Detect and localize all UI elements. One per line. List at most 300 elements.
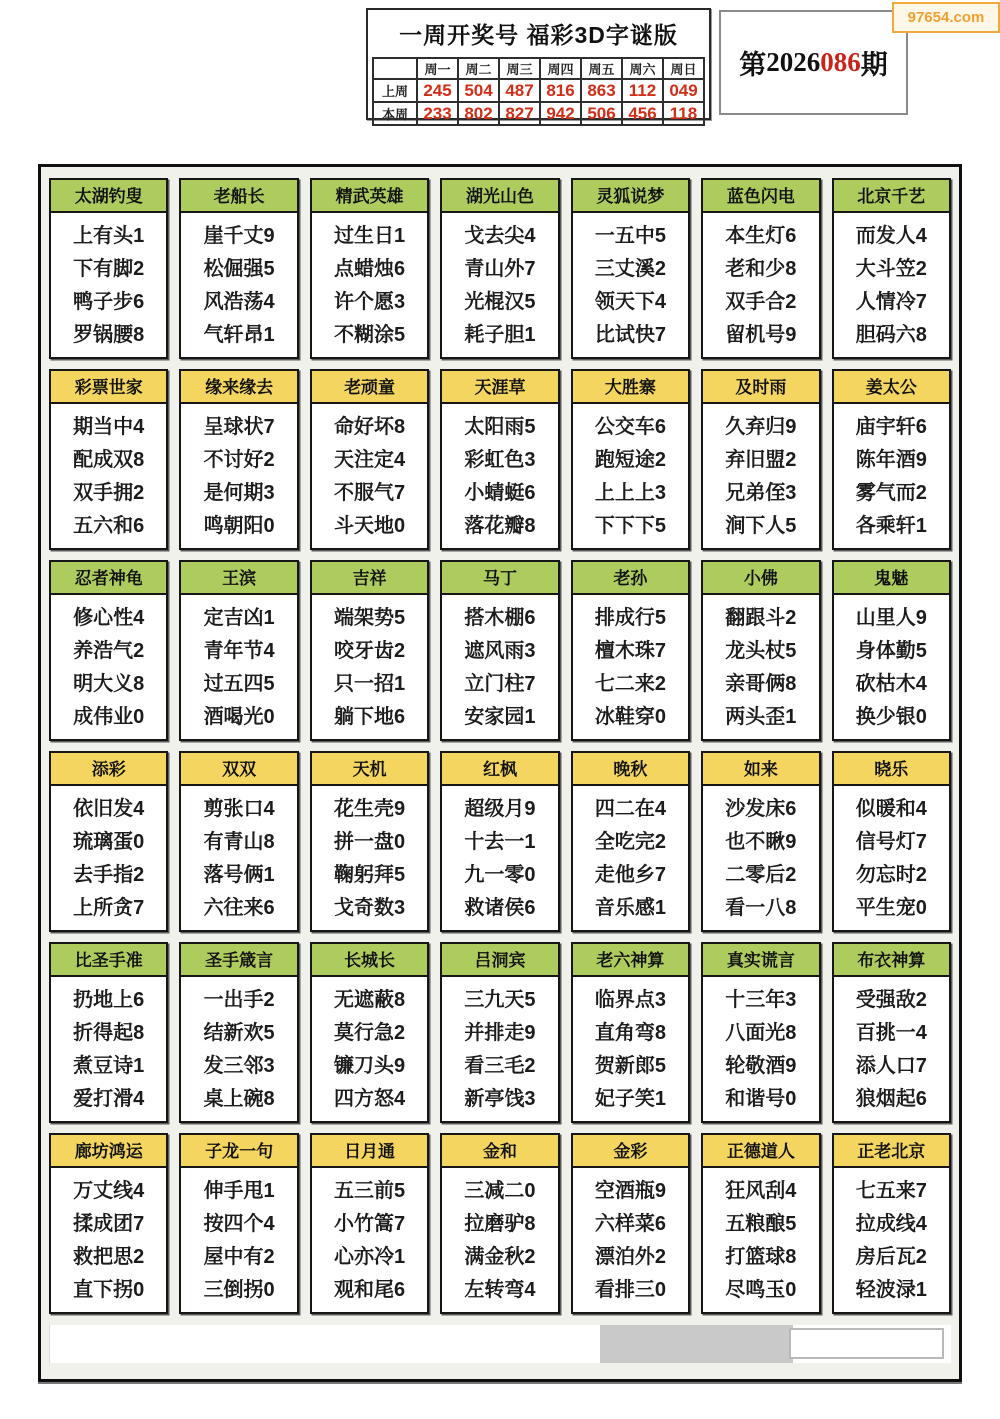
riddle-line: 看一八8 xyxy=(725,897,797,919)
riddle-card xyxy=(440,751,559,932)
riddle-line: 点蜡烛6 xyxy=(334,258,406,280)
draw-number: 233 xyxy=(417,102,458,125)
riddle-line: 鸭子步6 xyxy=(73,291,145,313)
riddle-line: 走他乡7 xyxy=(594,864,666,886)
riddle-line: 是何期3 xyxy=(203,482,275,504)
card-title: 吉祥 xyxy=(312,562,427,595)
riddle-line: 明大义8 xyxy=(73,673,145,695)
riddle-line: 呈球状7 xyxy=(203,416,275,438)
riddle-line: 临界点3 xyxy=(594,989,666,1011)
card-title: 老船长 xyxy=(181,180,296,213)
riddle-line: 青山外7 xyxy=(464,258,536,280)
riddle-card xyxy=(440,942,559,1123)
draw-number: 487 xyxy=(499,79,540,102)
footer-inset-box xyxy=(789,1328,944,1358)
riddle-line: 平生宠0 xyxy=(855,897,927,919)
riddle-line: 陈年酒9 xyxy=(855,449,927,471)
riddle-card xyxy=(49,751,168,932)
riddle-line: 不糊涂5 xyxy=(334,324,406,346)
riddle-line: 揉成团7 xyxy=(73,1213,145,1235)
card-lines xyxy=(181,404,296,543)
riddle-line: 比试快7 xyxy=(594,324,666,346)
riddle-line: 过生日1 xyxy=(334,225,406,247)
riddle-line: 雾气而2 xyxy=(855,482,927,504)
card-title: 及时雨 xyxy=(703,371,818,404)
riddle-card xyxy=(49,942,168,1123)
riddle-line: 只一招1 xyxy=(334,673,406,695)
riddle-line: 风浩荡4 xyxy=(203,291,275,313)
riddle-line: 遮风雨3 xyxy=(464,640,536,662)
issue-number: 086 xyxy=(820,47,861,77)
riddle-line: 折得起8 xyxy=(73,1022,145,1044)
riddle-line: 双手拥2 xyxy=(73,482,145,504)
riddle-card xyxy=(310,942,429,1123)
card-grid xyxy=(49,178,951,1314)
riddle-card xyxy=(701,1133,820,1314)
page-title: 一周开奖号 福彩3D字谜版 xyxy=(399,22,678,48)
riddle-card xyxy=(49,560,168,741)
riddle-card xyxy=(310,369,429,550)
riddle-line: 养浩气2 xyxy=(73,640,145,662)
card-lines xyxy=(703,404,818,543)
riddle-card xyxy=(571,560,690,741)
riddle-line: 打篮球8 xyxy=(725,1246,797,1268)
riddle-line: 下有脚2 xyxy=(73,258,145,280)
riddle-line: 换少银0 xyxy=(855,706,927,728)
card-lines xyxy=(51,1168,166,1307)
riddle-card xyxy=(440,178,559,359)
riddle-card xyxy=(49,369,168,550)
riddle-line: 贺新郎5 xyxy=(594,1055,666,1077)
riddle-line: 斗天地0 xyxy=(334,515,406,537)
riddle-card xyxy=(571,1133,690,1314)
riddle-line: 救把思2 xyxy=(73,1246,145,1268)
card-lines xyxy=(181,786,296,925)
card-lines xyxy=(442,977,557,1116)
riddle-line: 剪张口4 xyxy=(203,798,275,820)
riddle-line: 配成双8 xyxy=(73,449,145,471)
draw-number: 049 xyxy=(663,79,704,102)
riddle-card xyxy=(832,1133,951,1314)
week-table-corner xyxy=(373,58,417,79)
riddle-card xyxy=(571,369,690,550)
riddle-line: 庙宇轩6 xyxy=(855,416,927,438)
card-lines xyxy=(573,786,688,925)
card-title: 湖光山色 xyxy=(442,180,557,213)
riddle-line: 八面光8 xyxy=(725,1022,797,1044)
card-title: 老孙 xyxy=(573,562,688,595)
riddle-line: 不服气7 xyxy=(334,482,406,504)
weekday-header: 周四 xyxy=(540,58,581,79)
riddle-line: 公交车6 xyxy=(594,416,666,438)
card-title: 缘来缘去 xyxy=(181,371,296,404)
card-lines xyxy=(181,595,296,734)
riddle-line: 煮豆诗1 xyxy=(73,1055,145,1077)
riddle-line: 领天下4 xyxy=(594,291,666,313)
card-title: 添彩 xyxy=(51,753,166,786)
riddle-line: 琉璃蛋0 xyxy=(73,831,145,853)
riddle-line: 留机号9 xyxy=(725,324,797,346)
riddle-line: 老和少8 xyxy=(725,258,797,280)
riddle-line: 救诸侯6 xyxy=(464,897,536,919)
card-lines xyxy=(442,1168,557,1307)
card-lines xyxy=(51,595,166,734)
draw-number: 827 xyxy=(499,102,540,125)
card-title: 蓝色闪电 xyxy=(703,180,818,213)
riddle-line: 十去一1 xyxy=(464,831,536,853)
card-lines xyxy=(573,404,688,543)
card-title: 双双 xyxy=(181,753,296,786)
riddle-line: 安家园1 xyxy=(464,706,536,728)
riddle-card xyxy=(701,369,820,550)
riddle-line: 久弃归9 xyxy=(725,416,797,438)
card-title: 吕洞宾 xyxy=(442,944,557,977)
card-title: 精武英雄 xyxy=(312,180,427,213)
card-lines xyxy=(834,595,949,734)
weekday-header: 周六 xyxy=(622,58,663,79)
riddle-line: 超级月9 xyxy=(464,798,536,820)
draw-number: 118 xyxy=(663,102,704,125)
weekday-header: 周二 xyxy=(458,58,499,79)
card-lines xyxy=(51,977,166,1116)
riddle-line: 双手合2 xyxy=(725,291,797,313)
riddle-line: 太阳雨5 xyxy=(464,416,536,438)
draw-number: 456 xyxy=(622,102,663,125)
riddle-line: 莫行急2 xyxy=(334,1022,406,1044)
riddle-line: 躺下地6 xyxy=(334,706,406,728)
riddle-line: 爱打滑4 xyxy=(73,1088,145,1110)
riddle-card xyxy=(832,369,951,550)
riddle-line: 许个愿3 xyxy=(334,291,406,313)
riddle-line: 也不瞅9 xyxy=(725,831,797,853)
issue-number-box xyxy=(719,10,908,115)
card-lines xyxy=(312,977,427,1116)
card-title: 老顽童 xyxy=(312,371,427,404)
draw-number: 245 xyxy=(417,79,458,102)
card-lines xyxy=(573,977,688,1116)
riddle-line: 百挑一4 xyxy=(855,1022,927,1044)
riddle-line: 而发人4 xyxy=(855,225,927,247)
riddle-line: 六往来6 xyxy=(203,897,275,919)
draw-number: 112 xyxy=(622,79,663,102)
riddle-line: 三九天5 xyxy=(464,989,536,1011)
riddle-line: 山里人9 xyxy=(855,607,927,629)
draw-number: 802 xyxy=(458,102,499,125)
riddle-line: 罗锅腰8 xyxy=(73,324,145,346)
card-title: 金和 xyxy=(442,1135,557,1168)
riddle-line: 上所贪7 xyxy=(73,897,145,919)
draw-number: 942 xyxy=(540,102,581,125)
riddle-line: 依旧发4 xyxy=(73,798,145,820)
card-lines xyxy=(834,1168,949,1307)
riddle-line: 成伟业0 xyxy=(73,706,145,728)
riddle-line: 妃子笑1 xyxy=(594,1088,666,1110)
riddle-card xyxy=(179,1133,298,1314)
riddle-line: 鞠躬拜5 xyxy=(334,864,406,886)
riddle-card xyxy=(310,178,429,359)
riddle-line: 信号灯7 xyxy=(855,831,927,853)
card-lines xyxy=(834,404,949,543)
card-title: 鬼魅 xyxy=(834,562,949,595)
card-lines xyxy=(834,786,949,925)
draw-number: 506 xyxy=(581,102,622,125)
riddle-line: 鸣朝阳0 xyxy=(203,515,275,537)
card-lines xyxy=(834,213,949,352)
card-lines xyxy=(312,786,427,925)
card-title: 正德道人 xyxy=(703,1135,818,1168)
card-title: 子龙一句 xyxy=(181,1135,296,1168)
riddle-line: 发三邻3 xyxy=(203,1055,275,1077)
riddle-card xyxy=(571,178,690,359)
riddle-line: 修心性4 xyxy=(73,607,145,629)
riddle-line: 七二来2 xyxy=(594,673,666,695)
riddle-line: 下下下5 xyxy=(594,515,666,537)
card-title: 如来 xyxy=(703,753,818,786)
riddle-card xyxy=(440,369,559,550)
riddle-line: 过五四5 xyxy=(203,673,275,695)
riddle-line: 空酒瓶9 xyxy=(594,1180,666,1202)
riddle-card xyxy=(701,178,820,359)
week-table-row xyxy=(373,102,704,125)
riddle-line: 各乘轩1 xyxy=(855,515,927,537)
weekday-header: 周三 xyxy=(499,58,540,79)
riddle-line: 似暖和4 xyxy=(855,798,927,820)
card-lines xyxy=(442,213,557,352)
riddle-line: 勿忘时2 xyxy=(855,864,927,886)
riddle-line: 新亭饯3 xyxy=(464,1088,536,1110)
riddle-line: 彩虹色3 xyxy=(464,449,536,471)
riddle-line: 小竹篙7 xyxy=(334,1213,406,1235)
riddle-line: 胆码六8 xyxy=(855,324,927,346)
riddle-line: 结新欢5 xyxy=(203,1022,275,1044)
riddle-card xyxy=(701,560,820,741)
riddle-line: 左转弯4 xyxy=(464,1279,536,1301)
riddle-line: 龙头杖5 xyxy=(725,640,797,662)
footer-gray-block xyxy=(600,1325,794,1363)
riddle-line: 兄弟侄3 xyxy=(725,482,797,504)
riddle-line: 五六和6 xyxy=(73,515,145,537)
riddle-line: 三减二0 xyxy=(464,1180,536,1202)
card-lines xyxy=(312,1168,427,1307)
riddle-line: 冰鞋穿0 xyxy=(594,706,666,728)
riddle-line: 轻波渌1 xyxy=(855,1279,927,1301)
card-title: 晓乐 xyxy=(834,753,949,786)
card-title: 姜太公 xyxy=(834,371,949,404)
draw-number: 863 xyxy=(581,79,622,102)
riddle-line: 音乐感1 xyxy=(594,897,666,919)
week-row-label: 本周 xyxy=(373,102,417,125)
riddle-line: 七五来7 xyxy=(855,1180,927,1202)
card-lines xyxy=(703,1168,818,1307)
riddle-line: 六样菜6 xyxy=(594,1213,666,1235)
riddle-line: 弃旧盟2 xyxy=(725,449,797,471)
weekday-header: 周一 xyxy=(417,58,458,79)
riddle-card xyxy=(440,560,559,741)
card-title: 马丁 xyxy=(442,562,557,595)
riddle-line: 上上上3 xyxy=(594,482,666,504)
riddle-line: 四二在4 xyxy=(594,798,666,820)
riddle-line: 耗子胆1 xyxy=(464,324,536,346)
riddle-line: 沙发床6 xyxy=(725,798,797,820)
riddle-line: 立门柱7 xyxy=(464,673,536,695)
card-title: 真实谎言 xyxy=(703,944,818,977)
riddle-card xyxy=(571,751,690,932)
week-table-row xyxy=(373,79,704,102)
riddle-line: 亲哥俩8 xyxy=(725,673,797,695)
riddle-card xyxy=(701,942,820,1123)
riddle-card xyxy=(179,751,298,932)
card-title: 灵狐说梦 xyxy=(573,180,688,213)
card-title: 比圣手准 xyxy=(51,944,166,977)
riddle-line: 屋中有2 xyxy=(203,1246,275,1268)
riddle-line: 五三前5 xyxy=(334,1180,406,1202)
card-title: 忍者神龟 xyxy=(51,562,166,595)
riddle-card xyxy=(310,1133,429,1314)
riddle-line: 房后瓦2 xyxy=(855,1246,927,1268)
riddle-line: 心亦冷1 xyxy=(334,1246,406,1268)
riddle-line: 狂风刮4 xyxy=(725,1180,797,1202)
riddle-line: 戈奇数3 xyxy=(334,897,406,919)
week-row-label: 上周 xyxy=(373,79,417,102)
card-lines xyxy=(181,213,296,352)
riddle-line: 拼一盘0 xyxy=(334,831,406,853)
card-title: 红枫 xyxy=(442,753,557,786)
riddle-line: 人情冷7 xyxy=(855,291,927,313)
riddle-line: 跑短途2 xyxy=(594,449,666,471)
riddle-line: 镰刀头9 xyxy=(334,1055,406,1077)
riddle-line: 三倒拐0 xyxy=(203,1279,275,1301)
riddle-line: 松倔强5 xyxy=(203,258,275,280)
riddle-line: 直角弯8 xyxy=(594,1022,666,1044)
card-lines xyxy=(834,977,949,1116)
card-title: 晚秋 xyxy=(573,753,688,786)
riddle-card xyxy=(49,1133,168,1314)
riddle-line: 戈去尖4 xyxy=(464,225,536,247)
riddle-line: 酒喝光0 xyxy=(203,706,275,728)
riddle-line: 青年节4 xyxy=(203,640,275,662)
riddle-line: 轮敬酒9 xyxy=(725,1055,797,1077)
riddle-card xyxy=(571,942,690,1123)
riddle-line: 看三毛2 xyxy=(464,1055,536,1077)
riddle-line: 花生壳9 xyxy=(334,798,406,820)
riddle-line: 不讨好2 xyxy=(203,449,275,471)
riddle-line: 满金秋2 xyxy=(464,1246,536,1268)
riddle-line: 崖千丈9 xyxy=(203,225,275,247)
riddle-card xyxy=(179,560,298,741)
riddle-line: 本生灯6 xyxy=(725,225,797,247)
issue-year: 2026 xyxy=(766,47,821,77)
site-watermark: 97654.com xyxy=(892,2,1000,33)
riddle-line: 咬牙齿2 xyxy=(334,640,406,662)
riddle-line: 有青山8 xyxy=(203,831,275,853)
riddle-line: 气轩昂1 xyxy=(203,324,275,346)
riddle-card xyxy=(179,369,298,550)
riddle-line: 看排三0 xyxy=(594,1279,666,1301)
riddle-line: 端架势5 xyxy=(334,607,406,629)
riddle-line: 一五中5 xyxy=(594,225,666,247)
card-lines xyxy=(312,404,427,543)
riddle-card xyxy=(832,178,951,359)
riddle-line: 光棍汉5 xyxy=(464,291,536,313)
riddle-line: 直下拐0 xyxy=(73,1279,145,1301)
card-title: 日月通 xyxy=(312,1135,427,1168)
card-title: 布衣神算 xyxy=(834,944,949,977)
card-lines xyxy=(442,786,557,925)
riddle-line: 九一零0 xyxy=(464,864,536,886)
riddle-line: 小蜻蜓6 xyxy=(464,482,536,504)
riddle-line: 搭木棚6 xyxy=(464,607,536,629)
card-title: 大胜寨 xyxy=(573,371,688,404)
riddle-line: 五粮酿5 xyxy=(725,1213,797,1235)
riddle-line: 拉成线4 xyxy=(855,1213,927,1235)
card-lines xyxy=(703,595,818,734)
riddle-line: 添人口7 xyxy=(855,1055,927,1077)
riddle-line: 天注定4 xyxy=(334,449,406,471)
riddle-line: 一出手2 xyxy=(203,989,275,1011)
riddle-line: 尽鸣玉0 xyxy=(725,1279,797,1301)
riddle-card xyxy=(440,1133,559,1314)
riddle-line: 定吉凶1 xyxy=(203,607,275,629)
riddle-line: 二零后2 xyxy=(725,864,797,886)
riddle-card xyxy=(310,560,429,741)
riddle-line: 按四个4 xyxy=(203,1213,275,1235)
riddle-line: 漂泊外2 xyxy=(594,1246,666,1268)
card-lines xyxy=(51,213,166,352)
riddle-line: 排成行5 xyxy=(594,607,666,629)
riddle-line: 和谐号0 xyxy=(725,1088,797,1110)
riddle-card xyxy=(310,751,429,932)
card-title: 太湖钓叟 xyxy=(51,180,166,213)
riddle-line: 四方怒4 xyxy=(334,1088,406,1110)
riddle-line: 涧下人5 xyxy=(725,515,797,537)
card-lines xyxy=(442,404,557,543)
riddle-line: 期当中4 xyxy=(73,416,145,438)
card-title: 彩票世家 xyxy=(51,371,166,404)
riddle-card xyxy=(701,751,820,932)
riddle-line: 扔地上6 xyxy=(73,989,145,1011)
card-title: 天机 xyxy=(312,753,427,786)
riddle-line: 桌上碗8 xyxy=(203,1088,275,1110)
card-lines xyxy=(573,1168,688,1307)
riddle-board xyxy=(38,164,962,1382)
riddle-line: 狼烟起6 xyxy=(855,1088,927,1110)
card-title: 廊坊鸿运 xyxy=(51,1135,166,1168)
issue-prefix: 第 xyxy=(739,50,767,80)
card-lines xyxy=(703,786,818,925)
draw-number: 504 xyxy=(458,79,499,102)
riddle-card xyxy=(832,560,951,741)
card-lines xyxy=(181,977,296,1116)
weekday-header: 周五 xyxy=(581,58,622,79)
card-lines xyxy=(703,977,818,1116)
card-title: 老六神算 xyxy=(573,944,688,977)
riddle-line: 檀木珠7 xyxy=(594,640,666,662)
card-title: 王滨 xyxy=(181,562,296,595)
riddle-card xyxy=(179,942,298,1123)
weekly-results-panel xyxy=(366,8,711,123)
riddle-line: 观和尾6 xyxy=(334,1279,406,1301)
card-title: 正老北京 xyxy=(834,1135,949,1168)
riddle-line: 无遮蔽8 xyxy=(334,989,406,1011)
riddle-line: 上有头1 xyxy=(73,225,145,247)
issue-suffix: 期 xyxy=(860,50,888,80)
card-title: 长城长 xyxy=(312,944,427,977)
riddle-card xyxy=(832,751,951,932)
card-lines xyxy=(312,213,427,352)
footer-bar xyxy=(49,1325,951,1363)
riddle-line: 砍枯木4 xyxy=(855,673,927,695)
week-table xyxy=(372,57,705,126)
